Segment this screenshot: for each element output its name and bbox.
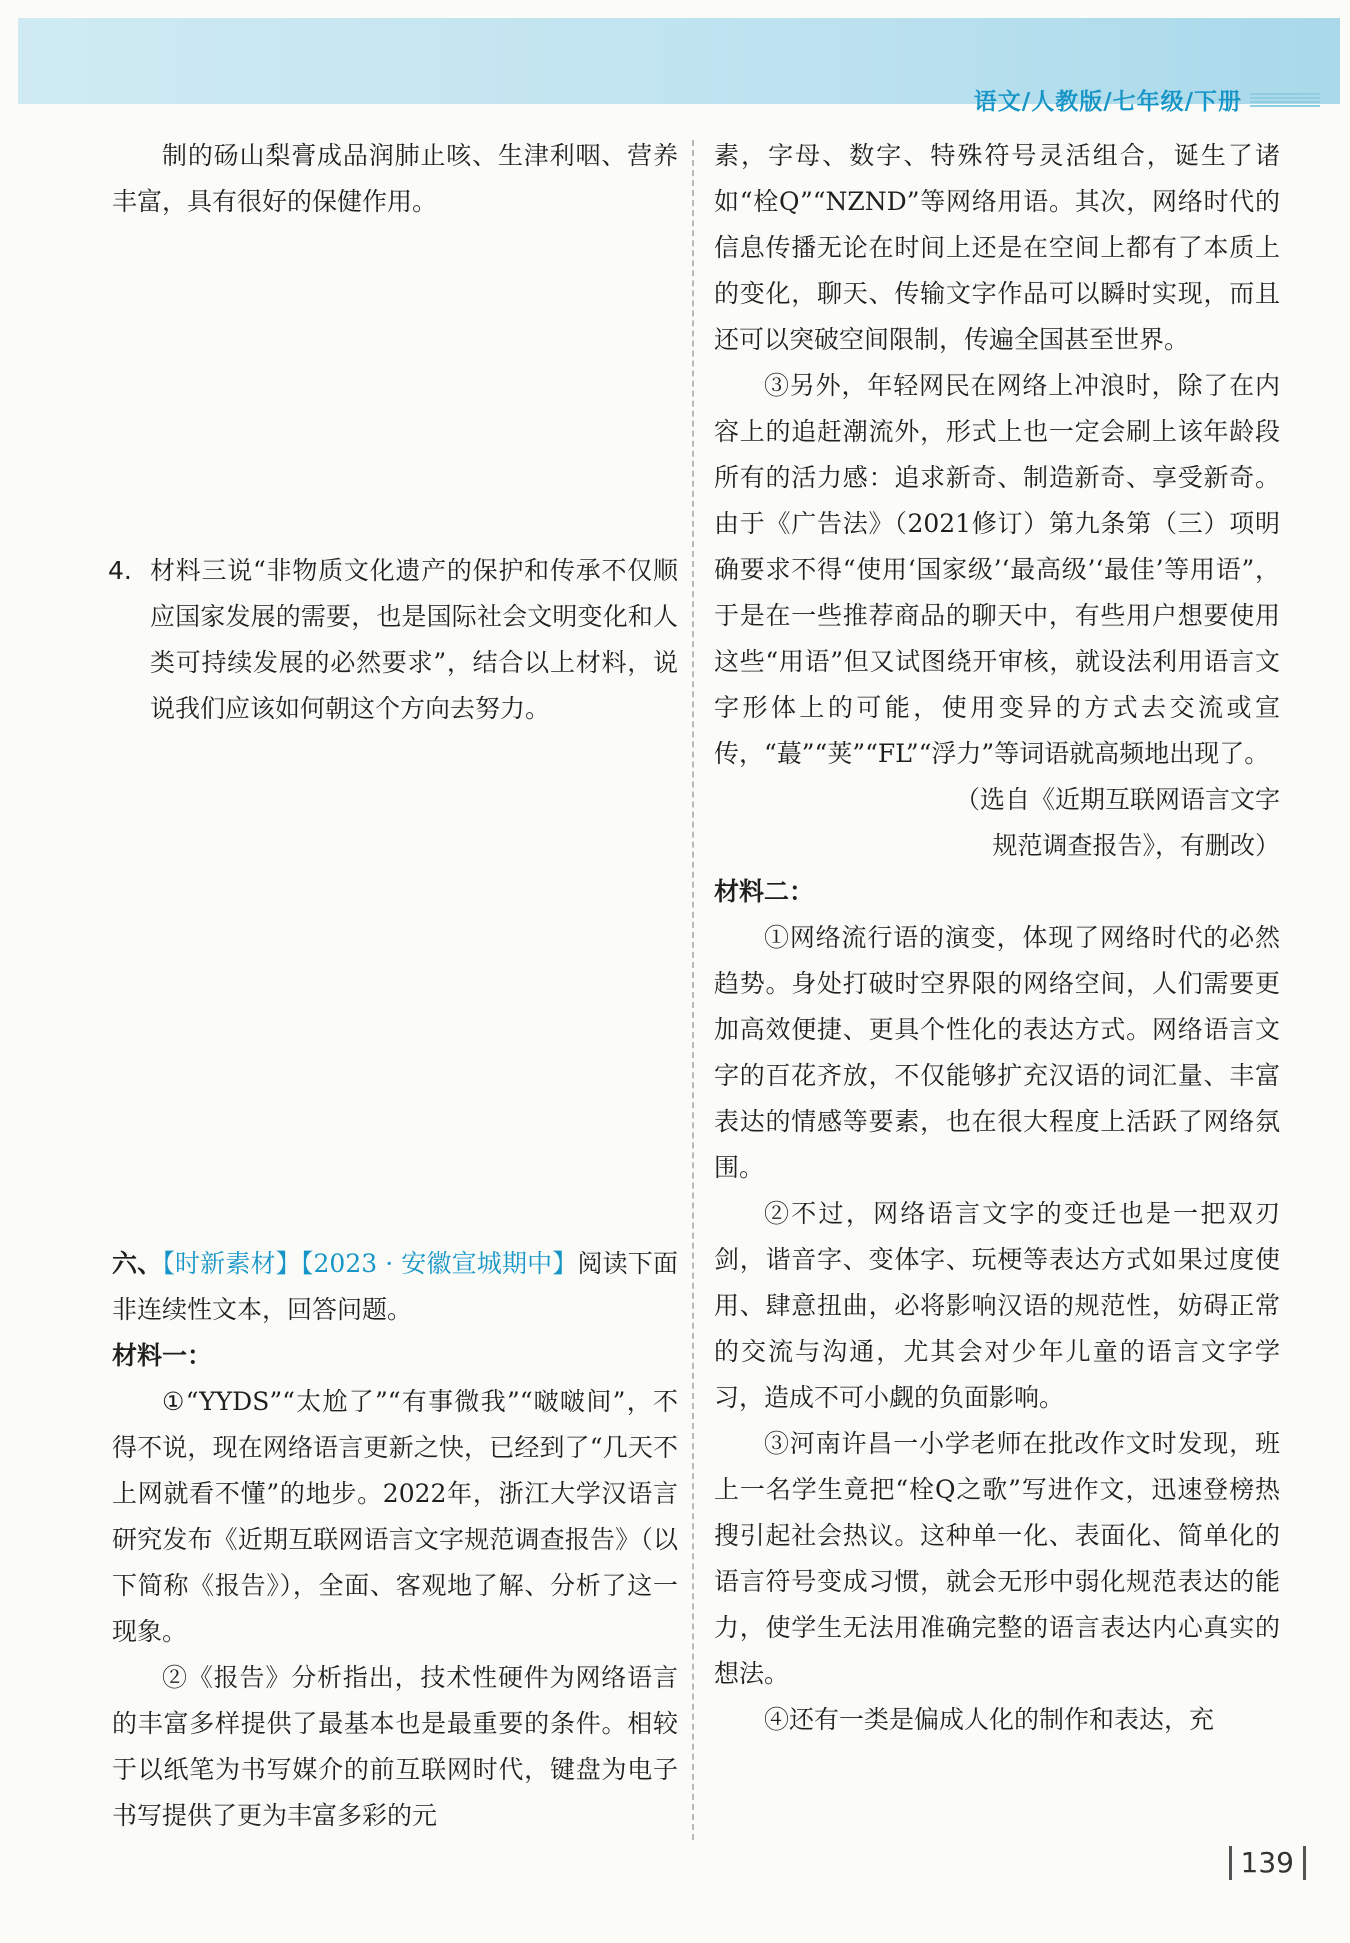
question-4 [108,548,678,732]
material-1-para-1: ①“YYDS”“太尬了”“有事微我”“啵啵间”，不得不说，现在网络语言更新之快，已经到了“几天不上网就看不懂”的地步。2022年，浙江大学汉语言研究发布《近期互联网语言文字规范调查报告》（以下简称《报告》），全面、客观地了解、分析了这一现象。 [112,1387,678,1646]
subject-tag-text: 语文/人教版/七年级/下册 [973,88,1242,115]
source-line-2: 规范调查报告》，有删改） [992,831,1280,860]
column-divider [692,140,694,1840]
material-2-para-2: ②不过，网络语言文字的变迁也是一把双刃剑，谐音字、变体字、玩梗等表达方式如果过度使用、肆意扭曲，必将影响汉语的规范性，妨碍正常的交流与沟通，尤其会对少年儿童的语言文字学习，造成不可小觑的负面影响。 [714,1199,1280,1412]
material-1-para-2: ②《报告》分析指出，技术性硬件为网络语言的丰富多样提供了最基本也是最重要的条件。相较于以纸笔为书写媒介的前互联网时代，键盘为电子书写提供了更为丰富多彩的元 [112,1663,678,1830]
tag-new-material: 【时新素材】 [162,1249,301,1278]
material-1-title: 材料一： [112,1341,213,1370]
material-2-title: 材料二： [714,877,815,906]
material-2-para-3: ③河南许昌一小学老师在批改作文时发现，班上一名学生竟把“栓Q之歌”写进作文，迅速登榜热搜引起社会热议。这种单一化、表面化、简单化的语言符号变成习惯，就会无形中弱化规范表达的能力，使学生无法用准确完整的语言表达内心真实的想法。 [714,1429,1280,1688]
material-2-para-1: ①网络流行语的演变，体现了网络时代的必然趋势。身处打破时空界限的网络空间，人们需要更加高效便捷、更具个性化的表达方式。网络语言文字的百花齐放，不仅能够扩充汉语的词汇量、丰富表达的情感等要素，也在很大程度上活跃了网络氛围。 [714,923,1280,1182]
material-2-para-4: ④还有一类是偏成人化的制作和表达，充 [764,1705,1215,1734]
question-text: 材料三说“非物质文化遗产的保护和传承不仅顺应国家发展的需要，也是国际社会文明变化和人类可持续发展的必然要求”，结合以上材料，说说我们应该如何朝这个方向去努力。 [150,556,678,723]
left-column-top [112,133,678,225]
subject-tag [974,82,1320,116]
tag-exam-source: 【2023 · 安徽宣城期中】 [300,1249,578,1278]
section-prefix: 六、 [112,1249,163,1278]
source-line-1: （选自《近期互联网语言文字 [954,785,1280,814]
section-6 [112,1241,678,1839]
material-1-para-2-continued: 素，字母、数字、特殊符号灵活组合，诞生了诸如“栓Q”“NZND”等网络用语。其次，网络时代的信息传播无论在时间上还是在空间上都有了本质上的变化，聊天、传输文字作品可以瞬时实现，而且还可以突破空间限制，传遍全国甚至世界。 [714,141,1280,354]
material-1-para-3: ③另外，年轻网民在网络上冲浪时，除了在内容上的追赶潮流外，形式上也一定会刷上该年龄段所有的活力感：追求新奇、制造新奇、享受新奇。由于《广告法》（2021修订）第九条第（三）项明确要求不得“使用‘国家级’‘最高级’‘最佳’等用语”，于是在一些推荐商品的聊天中，有些用户想要使用这些“用语”但又试图绕开审核，就设法利用语言文字形体上的可能，使用变异的方式去交流或宣传，“蕞”“荚”“FL”“浮力”等词语就高频地出现了。 [714,371,1280,768]
right-column [714,133,1280,1743]
page-number: 139 [1229,1846,1306,1880]
question-number: 4. [108,556,132,585]
section-instruction: 阅读下面非连续性文本，回答问题。 [112,1249,678,1324]
decorative-lines [1250,91,1320,107]
left-top-text: 制的砀山梨膏成品润肺止咳、生津利咽、营养丰富，具有很好的保健作用。 [112,141,678,216]
section-6-heading [112,1241,678,1333]
